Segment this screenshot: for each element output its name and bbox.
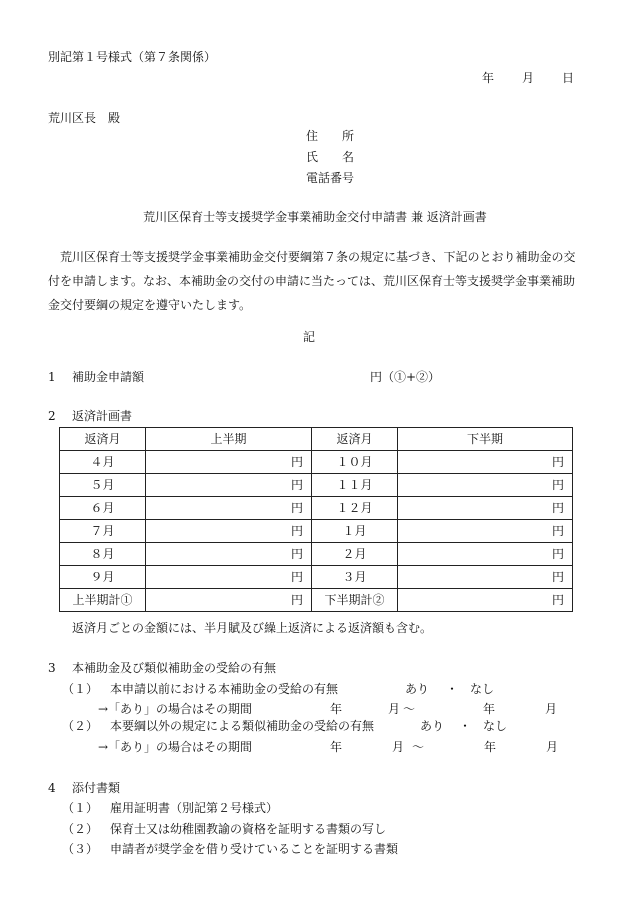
table-row [60, 520, 573, 543]
month-cell: １０月 [312, 451, 398, 474]
item2-no-option[interactable]: なし [483, 719, 508, 733]
amount-cell[interactable]: 円 [146, 474, 312, 497]
addressee: 荒川区長 殿 [48, 111, 121, 125]
header-repay-month-1: 返済月 [60, 428, 146, 451]
section2-note: 返済月ごとの金額には、半月賦及び繰上返済による返済額も含む。 [72, 621, 433, 635]
amount-cell[interactable]: 円 [146, 451, 312, 474]
amount-cell[interactable]: 円 [398, 543, 573, 566]
section1-number: 1 [48, 370, 56, 384]
amount-cell[interactable]: 円 [398, 520, 573, 543]
first-half-subtotal-label: 上半期計① [60, 589, 146, 612]
header-repay-month-2: 返済月 [312, 428, 398, 451]
attachment-item: 雇用証明書（別記第２号様式） [110, 801, 279, 815]
item2-period-start-month: 月 [392, 740, 405, 754]
attachment-number: （３） [62, 842, 99, 856]
date-year-label: 年 [482, 71, 495, 85]
section1-amount-suffix: 円（①+②） [370, 370, 441, 384]
amount-cell[interactable]: 円 [146, 566, 312, 589]
section3-number: 3 [48, 661, 56, 675]
item1-period-end-month: 月 [545, 702, 558, 716]
amount-cell[interactable]: 円 [398, 566, 573, 589]
option-separator: ・ [459, 719, 472, 733]
table-header-row [60, 428, 573, 451]
date-month-label: 月 [522, 71, 535, 85]
section3-item1-text: 本申請以前における本補助金の受給の有無 [110, 682, 339, 696]
document-title: 荒川区保育士等支援奨学金事業補助金交付申請書 兼 返済計画書 [143, 210, 487, 224]
month-cell: １月 [312, 520, 398, 543]
table-row-subtotal [60, 589, 573, 612]
month-cell: ５月 [60, 474, 146, 497]
amount-cell[interactable]: 円 [398, 451, 573, 474]
month-cell: ４月 [60, 451, 146, 474]
month-cell: ３月 [312, 566, 398, 589]
address-label: 住 所 [306, 129, 355, 143]
month-cell: ９月 [60, 566, 146, 589]
item2-period-text: →「あり」の場合はその期間 [98, 740, 253, 754]
phone-label: 電話番号 [306, 171, 355, 185]
item2-period-end-month: 月 [546, 740, 559, 754]
item2-period-end-year: 年 [484, 740, 497, 754]
month-cell: １２月 [312, 497, 398, 520]
item1-yes-option[interactable]: あり [405, 682, 430, 696]
section3-item2-number: （２） [62, 719, 99, 733]
option-separator: ・ [446, 682, 459, 696]
ki-marker: 記 [303, 330, 316, 344]
section2-number: 2 [48, 409, 56, 423]
month-cell: ７月 [60, 520, 146, 543]
table-row [60, 543, 573, 566]
second-half-subtotal-label: 下半期計② [312, 589, 398, 612]
item2-yes-option[interactable]: あり [420, 719, 445, 733]
section4-label: 添付書類 [72, 781, 121, 795]
amount-cell[interactable]: 円 [146, 589, 312, 612]
header-first-half: 上半期 [146, 428, 312, 451]
amount-cell[interactable]: 円 [146, 497, 312, 520]
item1-period-tilde: ～ [403, 702, 416, 716]
table-row [60, 451, 573, 474]
amount-cell[interactable]: 円 [146, 543, 312, 566]
intro-paragraph: 荒川区保育士等支援奨学金事業補助金交付要綱第７条の規定に基づき、下記のとおり補助金の交付を申請します。なお、本補助金の交付の申請に当たっては、荒川区保育士等支援奨学金事業補助金交付要綱の規定を遵守いたします。 [48, 250, 576, 312]
section3-label: 本補助金及び類似補助金の受給の有無 [72, 661, 277, 675]
month-cell: １１月 [312, 474, 398, 497]
item1-period-end-year: 年 [483, 702, 496, 716]
repayment-plan-table [59, 427, 573, 612]
item2-period-start-year: 年 [330, 740, 343, 754]
attachment-number: （２） [62, 822, 99, 836]
table-row [60, 474, 573, 497]
month-cell: ２月 [312, 543, 398, 566]
item1-no-option[interactable]: なし [470, 682, 495, 696]
section3-item1-number: （１） [62, 682, 99, 696]
month-cell: ８月 [60, 543, 146, 566]
header-second-half: 下半期 [398, 428, 573, 451]
item1-period-start-month: 月 [388, 702, 401, 716]
name-label: 氏 名 [306, 150, 355, 164]
amount-cell[interactable]: 円 [398, 497, 573, 520]
item1-period-text: →「あり」の場合はその期間 [98, 702, 253, 716]
table-row [60, 566, 573, 589]
item2-period-tilde: ～ [412, 740, 425, 754]
amount-cell[interactable]: 円 [398, 474, 573, 497]
item1-period-start-year: 年 [330, 702, 343, 716]
attachment-item: 申請者が奨学金を借り受けていることを証明する書類 [110, 842, 399, 856]
form-id: 別記第１号様式（第７条関係） [48, 50, 217, 64]
section1-label: 補助金申請額 [72, 370, 145, 384]
section2-label: 返済計画書 [72, 409, 133, 423]
date-day-label: 日 [562, 71, 575, 85]
table-row [60, 497, 573, 520]
amount-cell[interactable]: 円 [146, 520, 312, 543]
attachment-item: 保育士又は幼稚園教諭の資格を証明する書類の写し [110, 822, 387, 836]
section4-number: 4 [48, 781, 56, 795]
attachment-number: （１） [62, 801, 99, 815]
section3-item2-text: 本要綱以外の規定による類似補助金の受給の有無 [110, 719, 375, 733]
amount-cell[interactable]: 円 [398, 589, 573, 612]
month-cell: ６月 [60, 497, 146, 520]
